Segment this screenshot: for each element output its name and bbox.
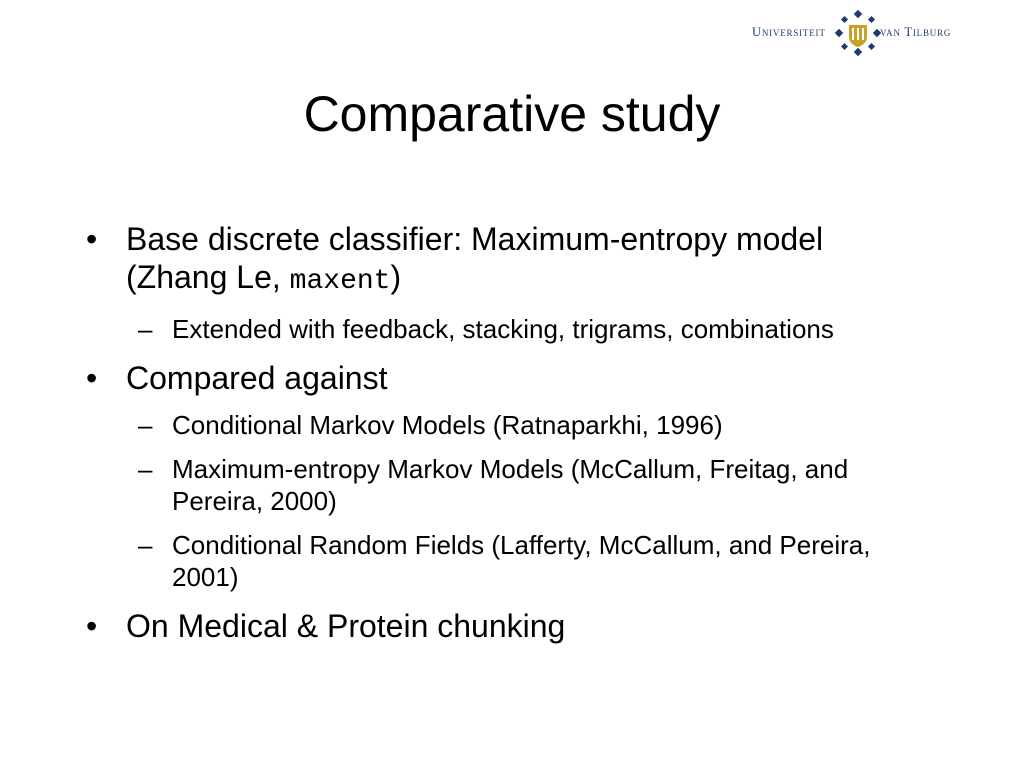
bullet-marker: •	[86, 221, 98, 257]
slide-content	[86, 220, 916, 645]
dash-marker: –	[138, 530, 153, 560]
dash-marker: –	[138, 454, 153, 484]
slide-title: Comparative study	[303, 86, 721, 142]
university-seal-icon	[835, 10, 881, 56]
sub-item-text: Conditional Random Fields (Lafferty, McCallum, and Pereira, 2001)	[172, 530, 871, 592]
sub-item-crf	[126, 529, 916, 593]
university-logo	[752, 10, 964, 58]
bullet-text-medical-protein: On Medical & Protein chunking	[126, 608, 566, 644]
dash-marker: –	[138, 314, 153, 344]
sub-list-base-classifier	[126, 313, 916, 345]
sub-item-extended	[126, 313, 916, 345]
bullet-item-base-classifier	[86, 220, 916, 345]
logo-word-van-tilburg: van Tilburg	[880, 25, 952, 39]
bullet-text-base-classifier: Base discrete classifier: Maximum-entropy model (Zhang Le,	[126, 221, 824, 295]
bullet-item-medical-protein	[86, 607, 916, 645]
bullet-marker: •	[86, 360, 98, 396]
bullet-marker: •	[86, 608, 98, 644]
logo-word-universiteit: Universiteit	[752, 25, 826, 39]
sub-item-text: Extended with feedback, stacking, trigrams, combinations	[172, 314, 834, 344]
sub-item-text: Conditional Markov Models (Ratnaparkhi, 1996)	[172, 410, 723, 440]
bullet-text-close-paren: )	[390, 259, 402, 295]
bullet-text-compared-against: Compared against	[126, 360, 388, 396]
sub-item-text: Maximum-entropy Markov Models (McCallum, Freitag, and Pereira, 2000)	[172, 454, 849, 516]
bullet-item-compared-against	[86, 359, 916, 593]
sub-item-memm	[126, 453, 916, 517]
sub-list-compared-against	[126, 409, 916, 593]
sub-item-cmm	[126, 409, 916, 441]
dash-marker: –	[138, 410, 153, 440]
code-maxent: maxent	[289, 266, 391, 297]
